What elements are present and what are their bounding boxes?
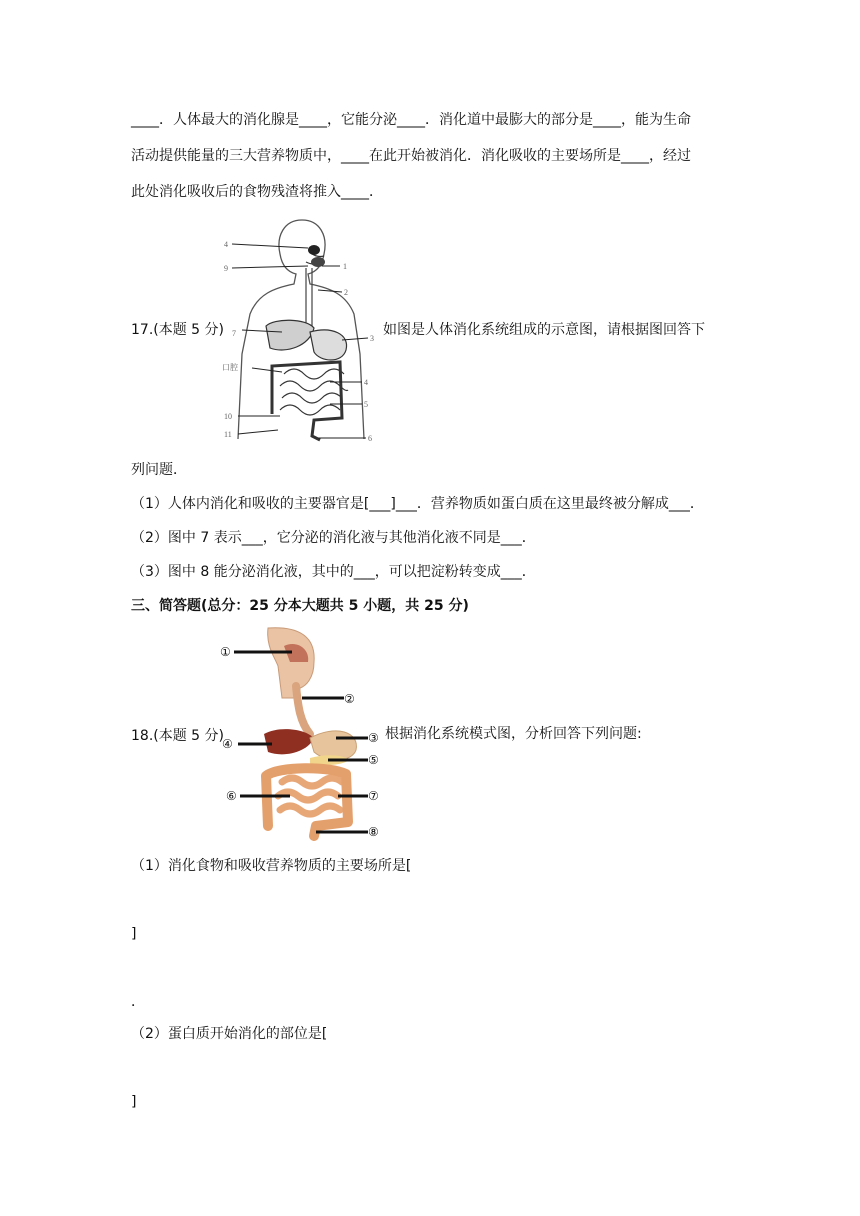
fig17-label-4a: 4 <box>224 240 228 249</box>
q18-sub-1-close-bracket: ] <box>131 926 137 942</box>
fig18-label-8: ⑧ <box>368 825 379 839</box>
digestive-system-color-diagram <box>218 626 386 844</box>
fig17-label-5: 5 <box>364 400 368 409</box>
digestive-system-line-diagram <box>222 214 382 446</box>
q16-line-3: 此处消化吸收后的食物残渣将推入____． <box>131 184 383 200</box>
fig18-label-1: ① <box>220 645 231 659</box>
fig18-label-2: ② <box>344 692 355 706</box>
fig18-label-3: ③ <box>368 731 379 745</box>
q18-sub-2: （2）蛋白质开始消化的部位是[ <box>131 1026 328 1042</box>
q17-sub-2: （2）图中 7 表示___，它分泌的消化液与其他消化液不同是___． <box>131 530 536 546</box>
fig17-label-mouth: 口腔 <box>222 363 238 372</box>
fig18-label-5: ⑤ <box>368 753 379 767</box>
fig17-label-4b: 4 <box>364 378 368 387</box>
q16-line-1: ____．人体最大的消化腺是____，它能分泌____．消化道中最膨大的部分是____，能为生命 <box>131 112 691 128</box>
q18-sub-1-period: ． <box>131 994 145 1010</box>
q17-stem: 如图是人体消化系统组成的示意图，请根据图回答下 <box>383 322 705 338</box>
fig17-label-2: 2 <box>344 288 348 297</box>
section-3-heading: 三、简答题(总分：25 分本大题共 5 小题，共 25 分) <box>131 598 469 614</box>
fig17-label-3: 3 <box>370 334 374 343</box>
fig17-label-6: 6 <box>368 434 372 443</box>
q18-sub-1: （1）消化食物和吸收营养物质的主要场所是[ <box>131 858 412 874</box>
q16-line-2: 活动提供能量的三大营养物质中，____在此开始被消化．消化吸收的主要场所是____，经过 <box>131 148 691 164</box>
q17-stem-continued: 列问题． <box>131 462 187 478</box>
fig18-label-7: ⑦ <box>368 789 379 803</box>
q18-sub-2-close-bracket: ] <box>131 1094 137 1110</box>
q18-stem: 根据消化系统模式图，分析回答下列问题: <box>385 726 642 742</box>
fig17-label-1: 1 <box>343 262 347 271</box>
q18-number: 18.(本题 5 分) <box>131 728 224 744</box>
q17-sub-1: （1）人体内消化和吸收的主要器官是[___]___．营养物质如蛋白质在这里最终被分解成___． <box>131 496 704 512</box>
q17-number: 17.(本题 5 分) <box>131 322 224 338</box>
fig18-label-6: ⑥ <box>226 789 237 803</box>
fig18-label-4: ④ <box>222 737 233 751</box>
fig17-label-11: 11 <box>224 430 232 439</box>
fig17-label-7: 7 <box>232 329 236 338</box>
fig17-label-9: 9 <box>224 264 228 273</box>
q17-sub-3: （3）图中 8 能分泌消化液，其中的___，可以把淀粉转变成___． <box>131 564 536 580</box>
fig17-label-10: 10 <box>224 412 232 421</box>
